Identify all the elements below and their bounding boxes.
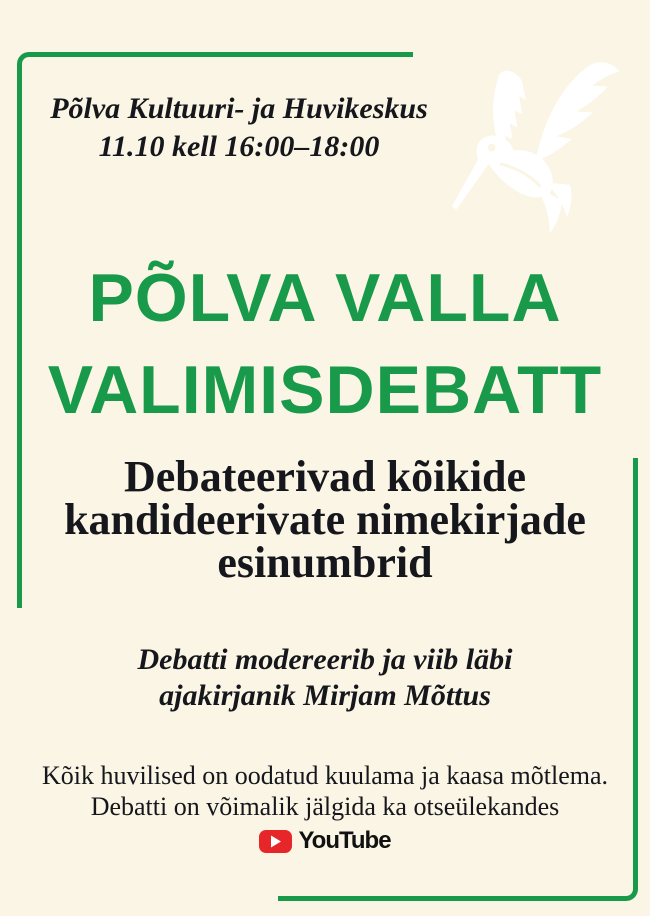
title-line-1: PÕLVA VALLA [88, 260, 562, 336]
description-line-2: kandideerivate nimekirjade [64, 495, 586, 544]
debate-description [0, 452, 650, 587]
event-datetime: 11.10 kell 16:00–18:00 [98, 130, 380, 163]
venue-info [0, 90, 478, 166]
youtube-logo [0, 827, 650, 855]
moderator-line-1: Debatti modereerib ja viib läbi [137, 643, 513, 676]
title-line-2: VALIMISDEBATT [47, 352, 603, 428]
venue-name: Põlva Kultuuri- ja Huvikeskus [50, 92, 428, 125]
youtube-play-icon [259, 830, 292, 853]
youtube-wordmark: YouTube [298, 827, 391, 854]
description-line-3: esinumbrid [217, 538, 433, 587]
moderator-line-2: ajakirjanik Mirjam Mõttus [159, 679, 491, 712]
footer-line-2: Debatti on võimalik jälgida ka otseülekandes [90, 792, 560, 821]
audience-info [0, 760, 650, 822]
page-title [0, 252, 650, 436]
description-line-1: Debateerivad kõikide [123, 452, 527, 501]
moderator-info [0, 642, 650, 714]
footer-line-1: Kõik huvilised on oodatud kuulama ja kaasa mõtlema. [41, 761, 609, 790]
